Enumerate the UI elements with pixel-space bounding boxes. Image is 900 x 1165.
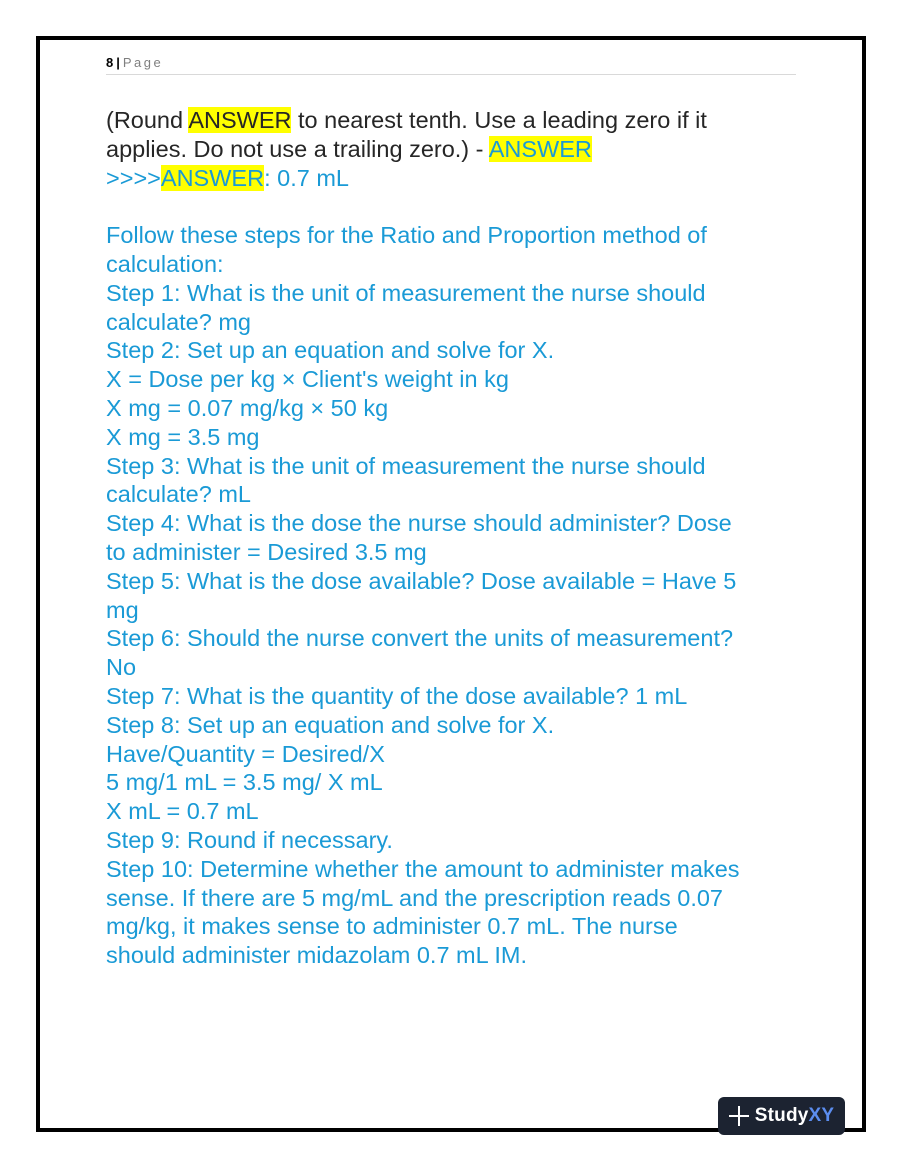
step-line: Follow these steps for the Ratio and Proportion method of	[106, 222, 707, 249]
step-line: 5 mg/1 mL = 3.5 mg/ X mL	[106, 769, 383, 796]
step-line: X mL = 0.7 mL	[106, 798, 259, 825]
intro-line-1: (Round ANSWER to nearest tenth. Use a leading zero if it	[106, 107, 707, 133]
step-line: Step 2: Set up an equation and solve for X.	[106, 337, 555, 364]
step-line: Step 9: Round if necessary.	[106, 826, 393, 853]
page-word: Page	[122, 55, 164, 70]
step-line: mg/kg, it makes sense to administer 0.7 mL. The nurse	[106, 913, 678, 940]
page-separator: |	[116, 55, 120, 70]
answer-highlight: ANSWER	[188, 107, 292, 133]
steps-block	[106, 221, 796, 970]
studyxy-badge[interactable]	[718, 1097, 845, 1135]
step-line: Step 3: What is the unit of measurement the nurse should	[106, 452, 706, 479]
paragraph-gap	[106, 192, 796, 221]
step-line: mg	[106, 596, 139, 623]
brand-name: StudyXY	[754, 1105, 835, 1126]
step-line: Step 10: Determine whether the amount to administer makes	[106, 855, 740, 882]
step-line: should administer midazolam 0.7 mL IM.	[106, 942, 527, 969]
page-header	[106, 54, 796, 75]
step-line: Have/Quantity = Desired/X	[106, 740, 385, 767]
step-line: Step 1: What is the unit of measurement the nurse should	[106, 279, 706, 306]
plus-icon	[729, 1106, 749, 1126]
step-line: Step 4: What is the dose the nurse should administer? Dose	[106, 510, 732, 537]
step-line: to administer = Desired 3.5 mg	[106, 538, 427, 565]
step-line: X mg = 3.5 mg	[106, 423, 260, 450]
step-line: Step 8: Set up an equation and solve for X.	[106, 711, 555, 738]
answer-line: >>>>ANSWER: 0.7 mL	[106, 164, 349, 191]
step-line: Step 6: Should the nurse convert the units of measurement?	[106, 625, 734, 652]
step-line: sense. If there are 5 mg/mL and the prescription reads 0.07	[106, 884, 724, 911]
step-line: X = Dose per kg × Client's weight in kg	[106, 366, 509, 393]
step-line: calculate? mg	[106, 308, 251, 335]
step-line: Step 5: What is the dose available? Dose available = Have 5	[106, 567, 737, 594]
step-line: calculate? mL	[106, 481, 251, 508]
step-line: No	[106, 654, 137, 681]
answer-highlight: ANSWER	[160, 164, 265, 191]
step-line: Step 7: What is the quantity of the dose available? 1 mL	[106, 682, 688, 709]
page-number: 8	[106, 55, 114, 70]
step-line: X mg = 0.07 mg/kg × 50 kg	[106, 394, 389, 421]
document-body	[106, 106, 796, 970]
answer-highlight: ANSWER	[488, 135, 592, 162]
step-line: calculation:	[106, 250, 224, 277]
intro-line-2: applies. Do not use a trailing zero.) - ANSWER	[106, 135, 592, 162]
